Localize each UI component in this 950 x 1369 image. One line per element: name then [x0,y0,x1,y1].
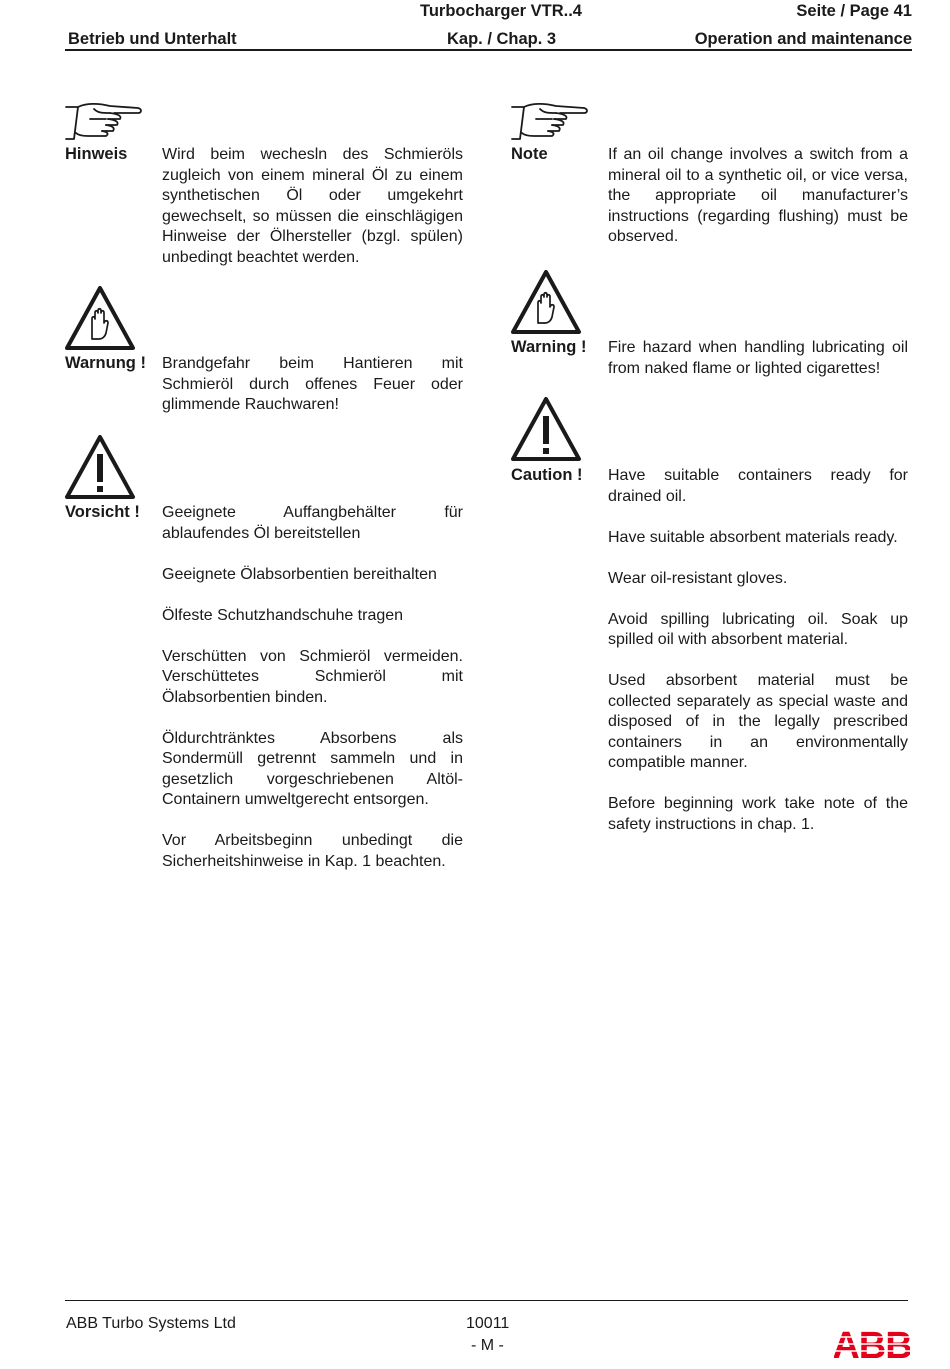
note-text: If an oil change involves a switch from a mineral oil to a synthetic oil, or vice versa, the appropriate oil manufacturer’s instructions (regarding flushing) must be observed. [608,146,908,245]
caution-paragraph: Used absorbent material must be collected separately as special waste and disposed of in the legally prescribed containers in an environmentally compatible manner. [608,672,908,771]
caution-text-block [608,466,908,835]
footer-revision: - M - [471,1337,504,1354]
header-section-en: Operation and maintenance [694,30,912,48]
vorsicht-paragraph: Geeignete Ölabsorbentien bereithalten [162,565,437,583]
note-text-block [608,145,908,248]
caution-paragraph: Avoid spilling lubricating oil. Soak up spilled oil with absorbent material. [608,610,908,648]
hinweis-text-block [162,145,463,268]
warning-text-block [608,338,908,379]
warnung-label: Warnung ! [65,354,146,372]
hand-warning-icon [510,269,582,335]
caution-paragraph: Have suitable containers ready for drained oil. [608,467,908,505]
footer-rule [65,1300,908,1301]
header-section-de: Betrieb und Unterhalt [68,30,237,48]
exclamation-warning-icon [64,434,136,500]
hand-warning-icon [64,285,136,351]
vorsicht-paragraph: Ölfeste Schutzhandschuhe tragen [162,606,404,624]
vorsicht-paragraph: Vor Arbeitsbeginn unbedingt die Sicherheitshinweise in Kap. 1 beachten. [162,832,463,870]
vorsicht-paragraph: Geeignete Auffangbehälter für ablaufendes Öl bereitstellen [162,504,463,542]
caution-label: Caution ! [511,466,583,484]
vorsicht-label: Vorsicht ! [65,503,140,521]
caution-paragraph: Have suitable absorbent materials ready. [608,528,898,546]
warning-label: Warning ! [511,338,587,356]
abb-logo [834,1327,910,1366]
vorsicht-text-block [162,503,463,872]
header-chapter: Kap. / Chap. 3 [447,30,557,48]
caution-paragraph: Wear oil-resistant gloves. [608,569,788,587]
header-product: Turbocharger VTR..4 [420,2,582,20]
warning-text: Fire hazard when handling lubricating oil from naked flame or lighted cigarettes! [608,339,908,377]
exclamation-warning-icon [510,396,582,462]
caution-paragraph: Before beginning work take note of the safety instructions in chap. 1. [608,795,908,833]
note-label: Note [511,145,548,163]
svg-text:ABB: ABB [834,1327,910,1361]
vorsicht-paragraph: Verschütten von Schmieröl vermeiden. Verschüttetes Schmieröl mit Ölabsorbentien binden. [162,647,463,706]
header-page-number: Seite / Page 41 [796,2,912,20]
hinweis-label: Hinweis [65,145,128,163]
header-rule [65,49,912,51]
pointing-hand-icon [510,101,590,143]
warnung-text: Brandgefahr beim Hantieren mit Schmieröl durch offenes Feuer oder glimmende Rauchwaren! [162,355,463,413]
footer-company: ABB Turbo Systems Ltd [66,1315,236,1332]
warnung-text-block [162,354,463,416]
footer-doc-number: 10011 [466,1315,510,1332]
hinweis-text: Wird beim wechesln des Schmieröls zugleich von einem mineral Öl zu einem synthetischen Öl oder umgekehrt gewechselt, so müssen die einschlägigen Hinweise der Ölhersteller (bzgl. spülen) unbedingt beachtet werden. [162,146,463,266]
vorsicht-paragraph: Öldurchtränktes Absorbens als Sondermüll getrennt sammeln und in gesetzlich vorgeschriebenen Altöl-Containern umweltgerecht entsorgen. [162,729,463,808]
pointing-hand-icon [64,101,144,143]
